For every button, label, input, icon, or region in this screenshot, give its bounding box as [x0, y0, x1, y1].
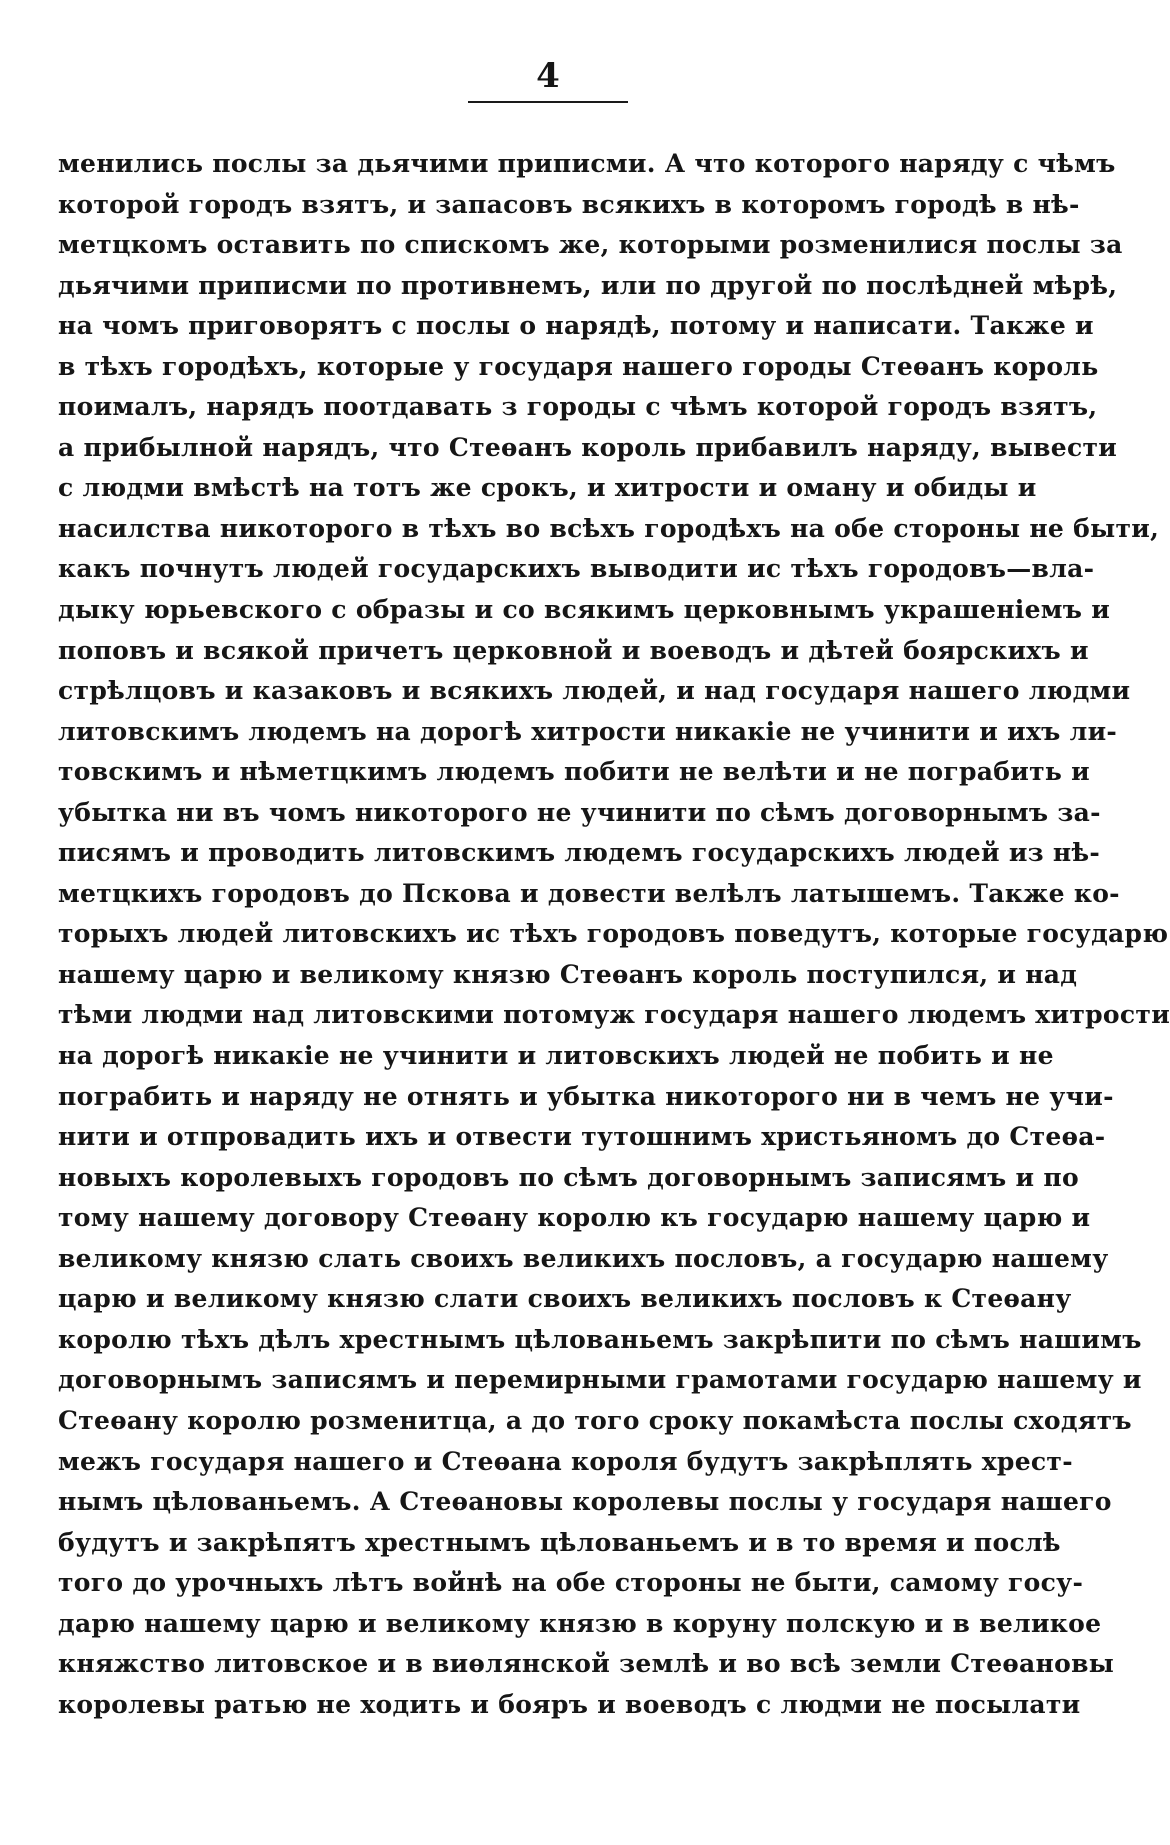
- text-line: пограбить и наряду не отнять и убытка никоторого ни в чемъ не учи-: [58, 1081, 1114, 1111]
- text-line: менились послы за дьячими приписми. А что которого наряду с чѣмъ: [58, 149, 1116, 178]
- text-line: стрѣлцовъ и казаковъ и всякихъ людей, и над государя нашего людми: [58, 676, 1131, 706]
- text-line: поповъ и всякой причетъ церковной и воеводъ и дѣтей боярскихъ и: [58, 635, 1089, 665]
- text-line: королю тѣхъ дѣлъ хрестнымъ цѣлованьемъ закрѣпити по сѣмъ нашимъ: [58, 1324, 1142, 1354]
- text-line: тому нашему договору Стеѳану королю къ государю нашему царю и: [58, 1203, 1091, 1233]
- text-line: на чомъ приговорятъ с послы о нарядѣ, потому и написати. Также и: [58, 311, 1094, 341]
- text-line: на дорогѣ никакiе не учинити и литовскихъ людей не побить и не: [58, 1041, 1054, 1071]
- text-line: в тѣхъ городѣхъ, которые у государя нашего городы Стеѳанъ король: [58, 351, 1099, 381]
- text-line: договорнымъ записямъ и перемирными грамотами государю нашему и: [58, 1365, 1142, 1395]
- text-line: убытка ни въ чомъ никоторого не учинити по сѣмъ договорнымъ за-: [58, 797, 1101, 827]
- text-line: дьячими приписми по противнемъ, или по другой по послѣдней мѣрѣ,: [58, 270, 1118, 300]
- text-line: нашему царю и великому князю Стеѳанъ король поступился, и над: [58, 959, 1078, 989]
- body-text: [58, 144, 1170, 1725]
- text-line: межъ государя нашего и Стеѳана короля будутъ закрѣплять хрест-: [58, 1446, 1073, 1476]
- page-number: 4: [536, 56, 560, 96]
- text-line: писямъ и проводить литовскимъ людемъ государскихъ людей из нѣ-: [58, 838, 1101, 868]
- page-number-rule: [468, 101, 628, 103]
- text-line: с людми вмѣстѣ на тотъ же срокъ, и хитрости и оману и обиды и: [58, 473, 1037, 503]
- text-line: того до урочныхъ лѣтъ войнѣ на обе стороны не быти, самому госу-: [58, 1568, 1084, 1598]
- text-line: дарю нашему царю и великому князю в коруну полскую и в великое: [58, 1608, 1102, 1638]
- text-line: царю и великому князю слати своихъ великихъ пословъ к Стеѳану: [58, 1284, 1072, 1314]
- text-line: княжство литовское и в виѳлянской землѣ и во всѣ земли Стеѳановы: [58, 1649, 1115, 1679]
- text-line: которой городъ взятъ, и запасовъ всякихъ в которомъ городѣ в нѣ-: [58, 189, 1080, 219]
- text-line: торыхъ людей литовскихъ ис тѣхъ городовъ поведутъ, которые государю: [58, 919, 1169, 949]
- text-line: новыхъ королевыхъ городовъ по сѣмъ договорнымъ записямъ и по: [58, 1162, 1079, 1192]
- text-line: литовскимъ людемъ на дорогѣ хитрости никакiе не учинити и ихъ ли-: [58, 716, 1118, 746]
- text-line: товскимъ и нѣметцкимъ людемъ побити не велѣти и не пограбить и: [58, 757, 1090, 787]
- text-line: дыку юрьевского с образы и со всякимъ церковнымъ украшенiемъ и: [58, 595, 1111, 625]
- text-line: насилства никоторого в тѣхъ во всѣхъ городѣхъ на обе стороны не быти,: [58, 513, 1160, 543]
- text-line: метцкихъ городовъ до Пскова и довести велѣлъ латышемъ. Также ко-: [58, 878, 1120, 908]
- text-line: нымъ цѣлованьемъ. А Стеѳановы королевы послы у государя нашего: [58, 1487, 1112, 1517]
- text-line: нити и отпровадить ихъ и отвести тутошнимъ христьяномъ до Стеѳа-: [58, 1122, 1106, 1152]
- text-line: метцкомъ оставить по спискомъ же, которыми розменилися послы за: [58, 230, 1123, 260]
- text-line: будутъ и закрѣпятъ хрестнымъ цѣлованьемъ и в то время и послѣ: [58, 1527, 1061, 1557]
- text-line: а прибылной нарядъ, что Стеѳанъ король прибавилъ наряду, вывести: [58, 432, 1118, 462]
- text-line: какъ почнутъ людей государскихъ выводити ис тѣхъ городовъ—вла-: [58, 554, 1095, 584]
- text-line: поималъ, нарядъ поотдавать з городы с чѣмъ которой городъ взятъ,: [58, 392, 1098, 422]
- text-line: великому князю слать своихъ великихъ пословъ, а государю нашему: [58, 1243, 1109, 1273]
- text-line: тѣми людми над литовскими потомуж государя нашего людемъ хитрости: [58, 1000, 1170, 1030]
- text-line: королевы ратью не ходить и бояръ и воеводъ с людми не посылати: [58, 1689, 1081, 1719]
- text-line: Стеѳану королю розменитца, а до того сроку покамѣста послы сходятъ: [58, 1405, 1132, 1435]
